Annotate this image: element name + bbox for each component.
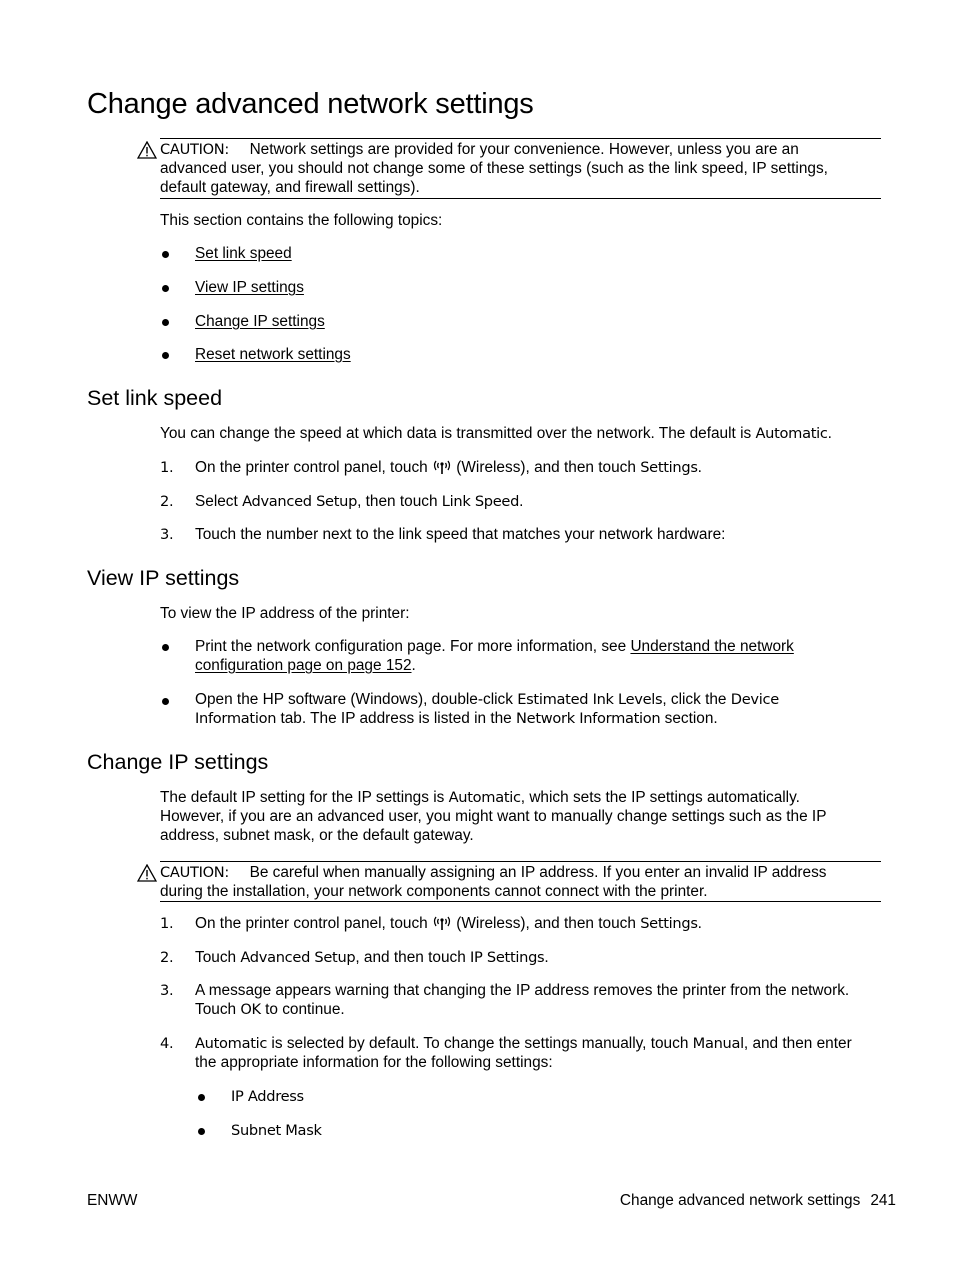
- step-number: 1.: [160, 915, 174, 932]
- paragraph: To view the IP address of the printer:: [160, 605, 410, 622]
- bullet: [198, 1094, 205, 1101]
- section-heading-view-ip-settings: View IP settings: [87, 566, 240, 590]
- bullet-text: configuration page on page 152.: [195, 657, 416, 674]
- caution-box: [160, 138, 881, 199]
- step-text: On the printer control panel, touch (Wireless), and then touch Settings.: [195, 915, 702, 932]
- bullet: [162, 352, 169, 359]
- bullet: [162, 644, 169, 651]
- bullet: [162, 319, 169, 326]
- bullet-text: Open the HP software (Windows), double-click Estimated Ink Levels, click the Device: [195, 691, 779, 708]
- caution-text: Be careful when manually assigning an IP address. If you enter an invalid IP address: [249, 864, 827, 881]
- link-understand-network-config[interactable]: Understand the network: [630, 638, 794, 655]
- paragraph: You can change the speed at which data is transmitted over the network. The default is Automatic.: [160, 425, 832, 442]
- page-title: Change advanced network settings: [87, 88, 534, 120]
- wireless-icon: [432, 915, 452, 931]
- step-number: 1.: [160, 459, 174, 476]
- warning-icon: [137, 864, 157, 882]
- section-heading-set-link-speed: Set link speed: [87, 386, 223, 410]
- warning-icon: [137, 141, 157, 159]
- paragraph: address, subnet mask, or the default gateway.: [160, 827, 474, 844]
- step-text: Touch OK to continue.: [195, 1001, 345, 1018]
- step-text: Touch Advanced Setup, and then touch IP Settings.: [195, 949, 549, 966]
- bullet: [162, 285, 169, 292]
- paragraph: The default IP setting for the IP settings is Automatic, which sets the IP settings automatically.: [160, 789, 800, 806]
- step-number: 2.: [160, 949, 174, 966]
- step-number: 3.: [160, 526, 174, 543]
- setting-subnet-mask: Subnet Mask: [231, 1122, 322, 1139]
- section-heading-change-ip-settings: Change IP settings: [87, 750, 269, 774]
- bullet: [198, 1128, 205, 1135]
- step-number: 2.: [160, 493, 174, 510]
- topic-link-set-link-speed[interactable]: Set link speed: [195, 245, 292, 262]
- caution-box: [160, 861, 881, 902]
- bullet: [162, 251, 169, 258]
- caution-label: CAUTION:: [160, 864, 229, 881]
- step-number: 3.: [160, 982, 174, 999]
- intro-text: This section contains the following topics:: [160, 212, 443, 229]
- caution-text: advanced user, you should not change some of these settings (such as the link speed, IP settings,: [160, 160, 828, 177]
- page-number: 241: [870, 1192, 896, 1209]
- step-text: Automatic is selected by default. To change the settings manually, touch Manual, and then enter: [195, 1035, 852, 1052]
- step-text: A message appears warning that changing the IP address removes the printer from the network.: [195, 982, 850, 999]
- link-understand-network-config[interactable]: configuration page on page 152: [195, 657, 412, 674]
- wireless-icon: [432, 459, 452, 475]
- bullet-text: Information tab. The IP address is listed in the Network Information section.: [195, 710, 718, 727]
- footer-left: ENWW: [87, 1192, 138, 1209]
- paragraph: However, if you are an advanced user, you might want to manually change settings such as the IP: [160, 808, 827, 825]
- bullet: [162, 698, 169, 705]
- setting-ip-address: IP Address: [231, 1088, 304, 1105]
- bullet-text: Print the network configuration page. For more information, see Understand the network: [195, 638, 794, 655]
- step-text: On the printer control panel, touch (Wireless), and then touch Settings.: [195, 459, 702, 476]
- topic-link-view-ip-settings[interactable]: View IP settings: [195, 279, 304, 296]
- caution-text: Network settings are provided for your convenience. However, unless you are an: [249, 141, 799, 158]
- topic-link-reset-network-settings[interactable]: Reset network settings: [195, 346, 351, 363]
- step-text: Select Advanced Setup, then touch Link Speed.: [195, 493, 524, 510]
- caution-text: default gateway, and firewall settings).: [160, 179, 420, 196]
- step-text: the appropriate information for the following settings:: [195, 1054, 553, 1071]
- topic-link-change-ip-settings[interactable]: Change IP settings: [195, 313, 325, 330]
- caution-text: during the installation, your network components cannot connect with the printer.: [160, 883, 708, 900]
- step-text: Touch the number next to the link speed that matches your network hardware:: [195, 526, 726, 543]
- footer-right: Change advanced network settings 241: [619, 1192, 896, 1209]
- caution-label: CAUTION:: [160, 141, 229, 158]
- step-number: 4.: [160, 1035, 174, 1052]
